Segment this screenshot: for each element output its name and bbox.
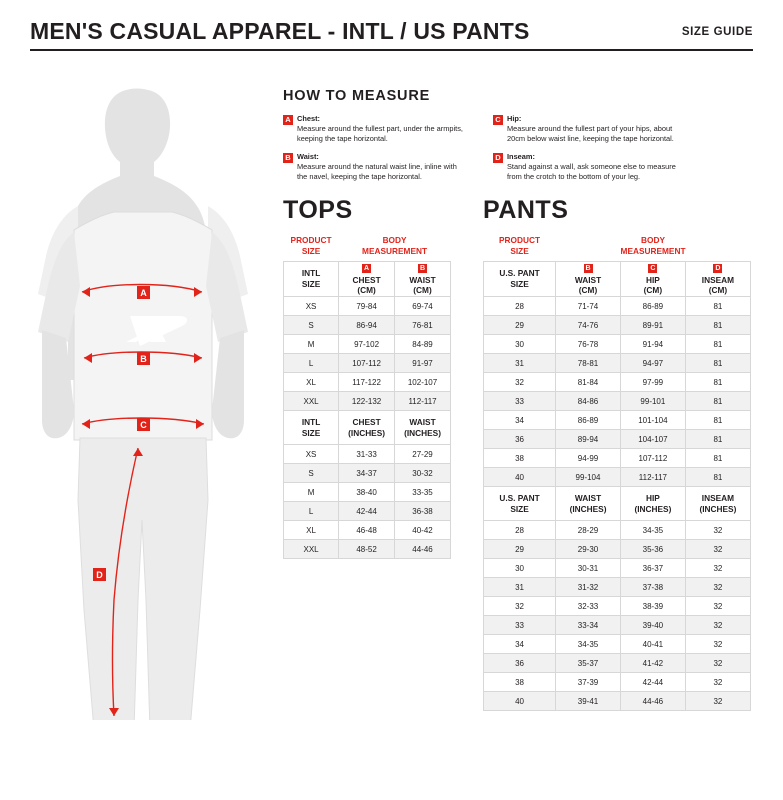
table-row bbox=[484, 373, 751, 392]
badge-d-icon: D bbox=[493, 153, 503, 163]
how-to-measure-item-waist bbox=[283, 152, 469, 181]
how-to-measure-waist-label: Waist: bbox=[297, 152, 319, 162]
column-header: C HIP (CM) bbox=[620, 261, 685, 297]
table-subheader-inches bbox=[484, 487, 751, 521]
table-cell: XS bbox=[284, 445, 339, 464]
column-header: U.S. PANT SIZE bbox=[484, 261, 556, 297]
how-to-measure-inseam-label: Inseam: bbox=[507, 152, 535, 162]
column-header: WAIST (INCHES) bbox=[556, 487, 621, 521]
letter-badge-a-icon: A bbox=[364, 264, 370, 272]
header-body-measurement: BODY MEASUREMENT bbox=[362, 235, 428, 256]
table-cell: 29 bbox=[484, 540, 556, 559]
table-row bbox=[484, 392, 751, 411]
badge-b-icon: B bbox=[283, 153, 293, 163]
how-to-measure-item-chest bbox=[283, 114, 469, 143]
table-row bbox=[484, 316, 751, 335]
table-cell: 32 bbox=[685, 559, 750, 578]
table-row bbox=[284, 540, 451, 559]
table-cell: 36 bbox=[484, 430, 556, 449]
table-row bbox=[484, 411, 751, 430]
table-cell: 28 bbox=[484, 521, 556, 540]
how-to-measure-chest-label: Chest: bbox=[297, 114, 320, 123]
table-cell: 81 bbox=[685, 392, 750, 411]
table-subheader-inches bbox=[284, 411, 451, 445]
how-to-measure-hip-desc: Measure around the fullest part of your hips, about 20cm below waist line, keeping the tape horizontal. bbox=[507, 123, 674, 143]
table-cell: 44-46 bbox=[620, 692, 685, 711]
table-row bbox=[484, 335, 751, 354]
column-header: CHEST (INCHES) bbox=[339, 411, 395, 445]
table-cell: 81 bbox=[685, 430, 750, 449]
table-cell: 89-94 bbox=[556, 430, 621, 449]
letter-badge-b-icon: B bbox=[419, 264, 426, 272]
table-cell: 107-112 bbox=[339, 354, 395, 373]
table-cell: 41-42 bbox=[620, 654, 685, 673]
table-row bbox=[284, 316, 451, 335]
size-guide-label: SIZE GUIDE bbox=[681, 26, 753, 38]
table-row bbox=[484, 559, 751, 578]
table-cell: L bbox=[284, 354, 339, 373]
column-header: INSEAM (INCHES) bbox=[685, 487, 750, 521]
tops-table bbox=[283, 231, 451, 559]
measurement-figure bbox=[30, 80, 260, 720]
how-to-measure-hip-label: Hip: bbox=[507, 114, 522, 123]
table-cell: 33-35 bbox=[395, 483, 451, 502]
table-cell: 74-76 bbox=[556, 316, 621, 335]
table-cell: 32 bbox=[685, 578, 750, 597]
table-row bbox=[484, 297, 751, 316]
table-cell: 76-81 bbox=[395, 316, 451, 335]
how-to-measure-waist-text bbox=[297, 152, 469, 181]
table-cell: 32 bbox=[685, 540, 750, 559]
column-header: U.S. PANT SIZE bbox=[484, 487, 556, 521]
table-cell: 34-37 bbox=[339, 464, 395, 483]
how-to-measure-hip-text bbox=[507, 114, 679, 143]
table-cell: 104-107 bbox=[620, 430, 685, 449]
table-cell: 89-91 bbox=[620, 316, 685, 335]
table-cell: 102-107 bbox=[395, 373, 451, 392]
table-cell: 44-46 bbox=[395, 540, 451, 559]
table-cell: 122-132 bbox=[339, 392, 395, 411]
table-row bbox=[284, 502, 451, 521]
table-row bbox=[484, 616, 751, 635]
header-divider bbox=[30, 49, 753, 51]
table-cell: 42-44 bbox=[339, 502, 395, 521]
table-cell: L bbox=[284, 502, 339, 521]
table-cell: XL bbox=[284, 373, 339, 392]
table-row bbox=[284, 445, 451, 464]
how-to-measure-title: HOW TO MEASURE bbox=[283, 88, 431, 104]
table-row bbox=[484, 468, 751, 487]
header-body-measurement: BODY MEASUREMENT bbox=[620, 235, 686, 256]
table-cell: 39-41 bbox=[556, 692, 621, 711]
how-to-measure-waist-desc: Measure around the natural waist line, inline with the navel, keeping the tape horizontal. bbox=[297, 162, 457, 181]
table-cell: 48-52 bbox=[339, 540, 395, 559]
table-cell: 71-74 bbox=[556, 297, 621, 316]
table-cell: 30-31 bbox=[556, 559, 621, 578]
table-cell: 91-97 bbox=[395, 354, 451, 373]
table-cell: 81-84 bbox=[556, 373, 621, 392]
table-header-group bbox=[284, 231, 451, 261]
table-cell: 76-78 bbox=[556, 335, 621, 354]
table-cell: 32-33 bbox=[556, 597, 621, 616]
table-cell: 38-40 bbox=[339, 483, 395, 502]
table-cell: 32 bbox=[685, 673, 750, 692]
table-cell: XS bbox=[284, 297, 339, 316]
table-cell: 40 bbox=[484, 692, 556, 711]
table-row bbox=[484, 692, 751, 711]
column-header: INTL SIZE bbox=[284, 411, 339, 445]
table-cell: 81 bbox=[685, 316, 750, 335]
table-cell: 42-44 bbox=[620, 673, 685, 692]
table-row bbox=[484, 449, 751, 468]
table-cell: 30 bbox=[484, 335, 556, 354]
column-header: INTL SIZE bbox=[284, 261, 339, 297]
table-cell: 112-117 bbox=[620, 468, 685, 487]
table-row bbox=[484, 654, 751, 673]
table-cell: 31-32 bbox=[556, 578, 621, 597]
table-cell: 32 bbox=[685, 521, 750, 540]
table-cell: 91-94 bbox=[620, 335, 685, 354]
table-cell: 32 bbox=[484, 597, 556, 616]
svg-text:C: C bbox=[140, 420, 147, 430]
badge-c-icon: C bbox=[493, 115, 503, 125]
table-cell: 97-99 bbox=[620, 373, 685, 392]
table-cell: 30 bbox=[484, 559, 556, 578]
table-row bbox=[284, 464, 451, 483]
table-cell: 39-40 bbox=[620, 616, 685, 635]
table-cell: 34 bbox=[484, 635, 556, 654]
table-cell: 37-38 bbox=[620, 578, 685, 597]
table-cell: XXL bbox=[284, 540, 339, 559]
table-cell: 94-97 bbox=[620, 354, 685, 373]
how-to-measure-chest-desc: Measure around the fullest part, under the armpits, keeping the tape horizontal. bbox=[297, 123, 463, 143]
table-cell: 112-117 bbox=[395, 392, 451, 411]
header-product-size: PRODUCT SIZE bbox=[290, 235, 332, 256]
table-cell: 32 bbox=[685, 692, 750, 711]
table-row bbox=[284, 335, 451, 354]
table-cell: 32 bbox=[685, 654, 750, 673]
table-cell: 32 bbox=[484, 373, 556, 392]
table-header-group bbox=[484, 231, 751, 261]
table-cell: 32 bbox=[685, 635, 750, 654]
table-cell: 28 bbox=[484, 297, 556, 316]
pants-title: PANTS bbox=[483, 196, 569, 224]
table-cell: 84-89 bbox=[395, 335, 451, 354]
table-cell: 81 bbox=[685, 411, 750, 430]
column-header: B WAIST (CM) bbox=[395, 261, 451, 297]
page-title: MEN'S CASUAL APPAREL - INTL / US PANTS bbox=[30, 18, 530, 44]
table-cell: 107-112 bbox=[620, 449, 685, 468]
letter-badge-c-icon: C bbox=[650, 264, 656, 272]
table-cell: 40 bbox=[484, 468, 556, 487]
table-cell: 38 bbox=[484, 673, 556, 692]
table-cell: 81 bbox=[685, 335, 750, 354]
table-subheader-cm bbox=[284, 261, 451, 297]
table-cell: 33-34 bbox=[556, 616, 621, 635]
how-to-measure-column-left bbox=[283, 114, 469, 191]
svg-text:A: A bbox=[140, 288, 147, 298]
table-cell: 81 bbox=[685, 449, 750, 468]
table-cell: 69-74 bbox=[395, 297, 451, 316]
table-cell: S bbox=[284, 464, 339, 483]
letter-badge-d-icon: D bbox=[715, 264, 721, 272]
table-cell: 35-37 bbox=[556, 654, 621, 673]
table-row bbox=[484, 597, 751, 616]
table-cell: 81 bbox=[685, 354, 750, 373]
svg-text:B: B bbox=[140, 354, 147, 364]
table-cell: 38-39 bbox=[620, 597, 685, 616]
table-cell: 32 bbox=[685, 597, 750, 616]
table-cell: 34-35 bbox=[556, 635, 621, 654]
table-cell: S bbox=[284, 316, 339, 335]
table-cell: 97-102 bbox=[339, 335, 395, 354]
header-product-size: PRODUCT SIZE bbox=[499, 235, 541, 256]
table-cell: 29-30 bbox=[556, 540, 621, 559]
table-cell: 38 bbox=[484, 449, 556, 468]
table-cell: 79-84 bbox=[339, 297, 395, 316]
table-cell: 94-99 bbox=[556, 449, 621, 468]
table-row bbox=[484, 635, 751, 654]
how-to-measure-inseam-desc: Stand against a wall, ask someone else to measure from the crotch to the bottom of your leg. bbox=[507, 162, 676, 181]
table-cell: 36-38 bbox=[395, 502, 451, 521]
letter-badge-b-icon: B bbox=[585, 264, 591, 272]
table-cell: 40-42 bbox=[395, 521, 451, 540]
table-row bbox=[284, 354, 451, 373]
badge-a-icon: A bbox=[283, 115, 293, 125]
how-to-measure-item-hip bbox=[493, 114, 679, 143]
table-row bbox=[284, 521, 451, 540]
table-cell: 27-29 bbox=[395, 445, 451, 464]
how-to-measure-chest-text bbox=[297, 114, 469, 143]
pants-table bbox=[483, 231, 751, 711]
column-header: WAIST (INCHES) bbox=[395, 411, 451, 445]
table-cell: 99-101 bbox=[620, 392, 685, 411]
column-header: B WAIST (CM) bbox=[556, 261, 621, 297]
table-cell: M bbox=[284, 335, 339, 354]
table-cell: 81 bbox=[685, 373, 750, 392]
table-cell: 36-37 bbox=[620, 559, 685, 578]
table-row bbox=[284, 297, 451, 316]
table-row bbox=[284, 392, 451, 411]
table-cell: 78-81 bbox=[556, 354, 621, 373]
table-cell: 99-104 bbox=[556, 468, 621, 487]
table-cell: 34 bbox=[484, 411, 556, 430]
table-cell: XL bbox=[284, 521, 339, 540]
table-cell: XXL bbox=[284, 392, 339, 411]
table-cell: 86-94 bbox=[339, 316, 395, 335]
table-cell: 86-89 bbox=[556, 411, 621, 430]
table-row bbox=[484, 578, 751, 597]
table-cell: 33 bbox=[484, 392, 556, 411]
table-row bbox=[284, 483, 451, 502]
table-row bbox=[484, 673, 751, 692]
table-cell: 31-33 bbox=[339, 445, 395, 464]
tops-section bbox=[283, 196, 451, 559]
column-header: D INSEAM (CM) bbox=[685, 261, 750, 297]
table-cell: 86-89 bbox=[620, 297, 685, 316]
table-cell: 28-29 bbox=[556, 521, 621, 540]
how-to-measure-item-inseam bbox=[493, 152, 679, 181]
table-row bbox=[484, 354, 751, 373]
table-row bbox=[484, 540, 751, 559]
table-cell: 31 bbox=[484, 578, 556, 597]
table-subheader-cm bbox=[484, 261, 751, 297]
table-cell: M bbox=[284, 483, 339, 502]
how-to-measure-column-right bbox=[493, 114, 679, 191]
table-cell: 46-48 bbox=[339, 521, 395, 540]
table-cell: 35-36 bbox=[620, 540, 685, 559]
table-cell: 36 bbox=[484, 654, 556, 673]
table-cell: 101-104 bbox=[620, 411, 685, 430]
table-cell: 34-35 bbox=[620, 521, 685, 540]
how-to-measure bbox=[283, 88, 751, 191]
table-cell: 84-86 bbox=[556, 392, 621, 411]
table-cell: 29 bbox=[484, 316, 556, 335]
table-cell: 81 bbox=[685, 468, 750, 487]
table-cell: 81 bbox=[685, 297, 750, 316]
table-cell: 37-39 bbox=[556, 673, 621, 692]
column-header: A CHEST (CM) bbox=[339, 261, 395, 297]
table-row bbox=[484, 521, 751, 540]
table-cell: 32 bbox=[685, 616, 750, 635]
table-row bbox=[284, 373, 451, 392]
column-header: HIP (INCHES) bbox=[620, 487, 685, 521]
table-cell: 117-122 bbox=[339, 373, 395, 392]
tops-title: TOPS bbox=[283, 196, 353, 224]
table-cell: 31 bbox=[484, 354, 556, 373]
table-cell: 30-32 bbox=[395, 464, 451, 483]
svg-text:D: D bbox=[96, 570, 103, 580]
page-header bbox=[30, 14, 753, 60]
table-row bbox=[484, 430, 751, 449]
table-cell: 33 bbox=[484, 616, 556, 635]
how-to-measure-inseam-text bbox=[507, 152, 679, 181]
table-cell: 40-41 bbox=[620, 635, 685, 654]
pants-section bbox=[483, 196, 751, 711]
